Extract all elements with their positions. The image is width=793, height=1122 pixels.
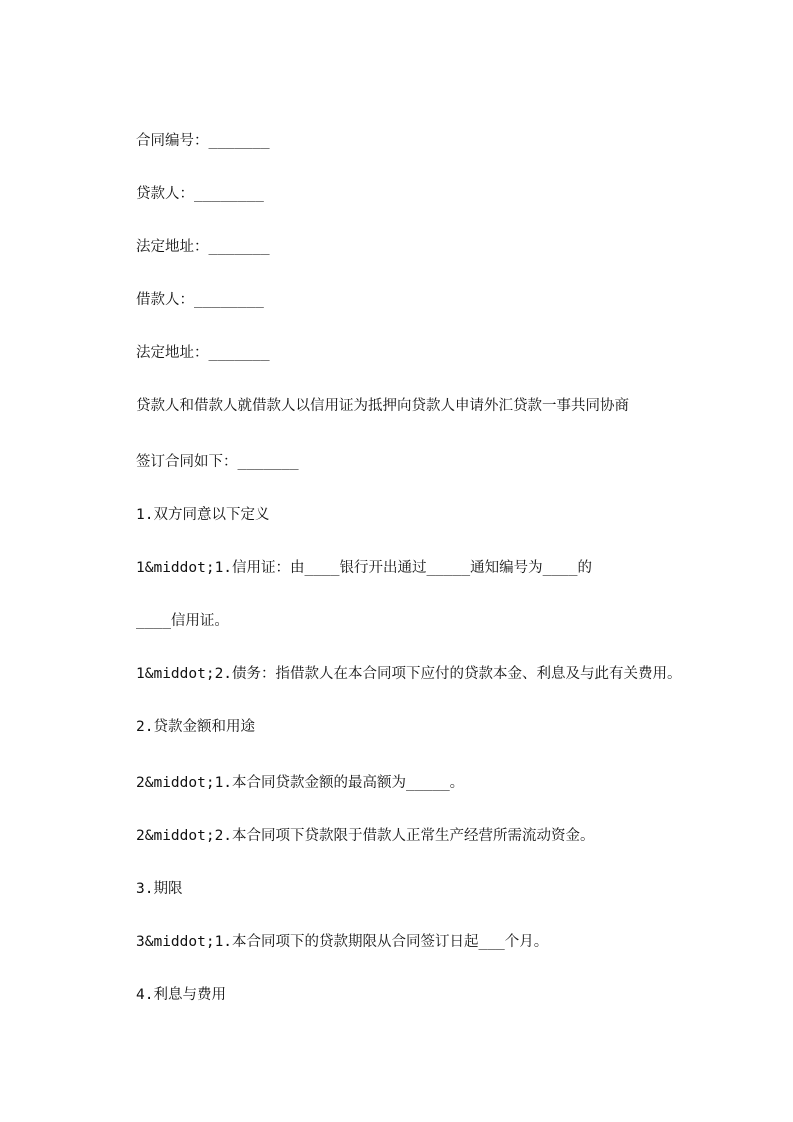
borrower-address-line: 法定地址：_______ xyxy=(136,345,270,361)
section-4-heading: 4.利息与费用 xyxy=(136,987,226,1003)
lender-line: 贷款人：________ xyxy=(136,186,264,202)
clause-2-2-line: 2&middot;2.本合同项下贷款限于借款人正常生产经营所需流动资金。 xyxy=(136,828,595,844)
preamble-line: 贷款人和借款人就借款人以信用证为抵押向贷款人申请外汇贷款一事共同协商 xyxy=(136,398,629,414)
section-2-heading: 2.贷款金额和用途 xyxy=(136,719,255,735)
clause-3-1-line: 3&middot;1.本合同项下的贷款期限从合同签订日起___个月。 xyxy=(136,934,549,950)
section-3-heading: 3.期限 xyxy=(136,881,183,897)
preamble-continued-line: 签订合同如下：_______ xyxy=(136,454,299,470)
section-1-heading: 1.双方同意以下定义 xyxy=(136,507,270,523)
lender-address-line: 法定地址：_______ xyxy=(136,239,270,255)
contract-number-line: 合同编号：_______ xyxy=(136,133,270,149)
borrower-line: 借款人：________ xyxy=(136,292,264,308)
clause-1-1-line: 1&middot;1.信用证：由____银行开出通过_____通知编号为____的 xyxy=(136,560,593,576)
clause-1-1-continued-line: ____信用证。 xyxy=(136,613,229,629)
clause-1-2-line: 1&middot;2.债务：指借款人在本合同项下应付的贷款本金、利息及与此有关费用。 xyxy=(136,666,682,682)
clause-2-1-line: 2&middot;1.本合同贷款金额的最高额为_____。 xyxy=(136,775,465,791)
